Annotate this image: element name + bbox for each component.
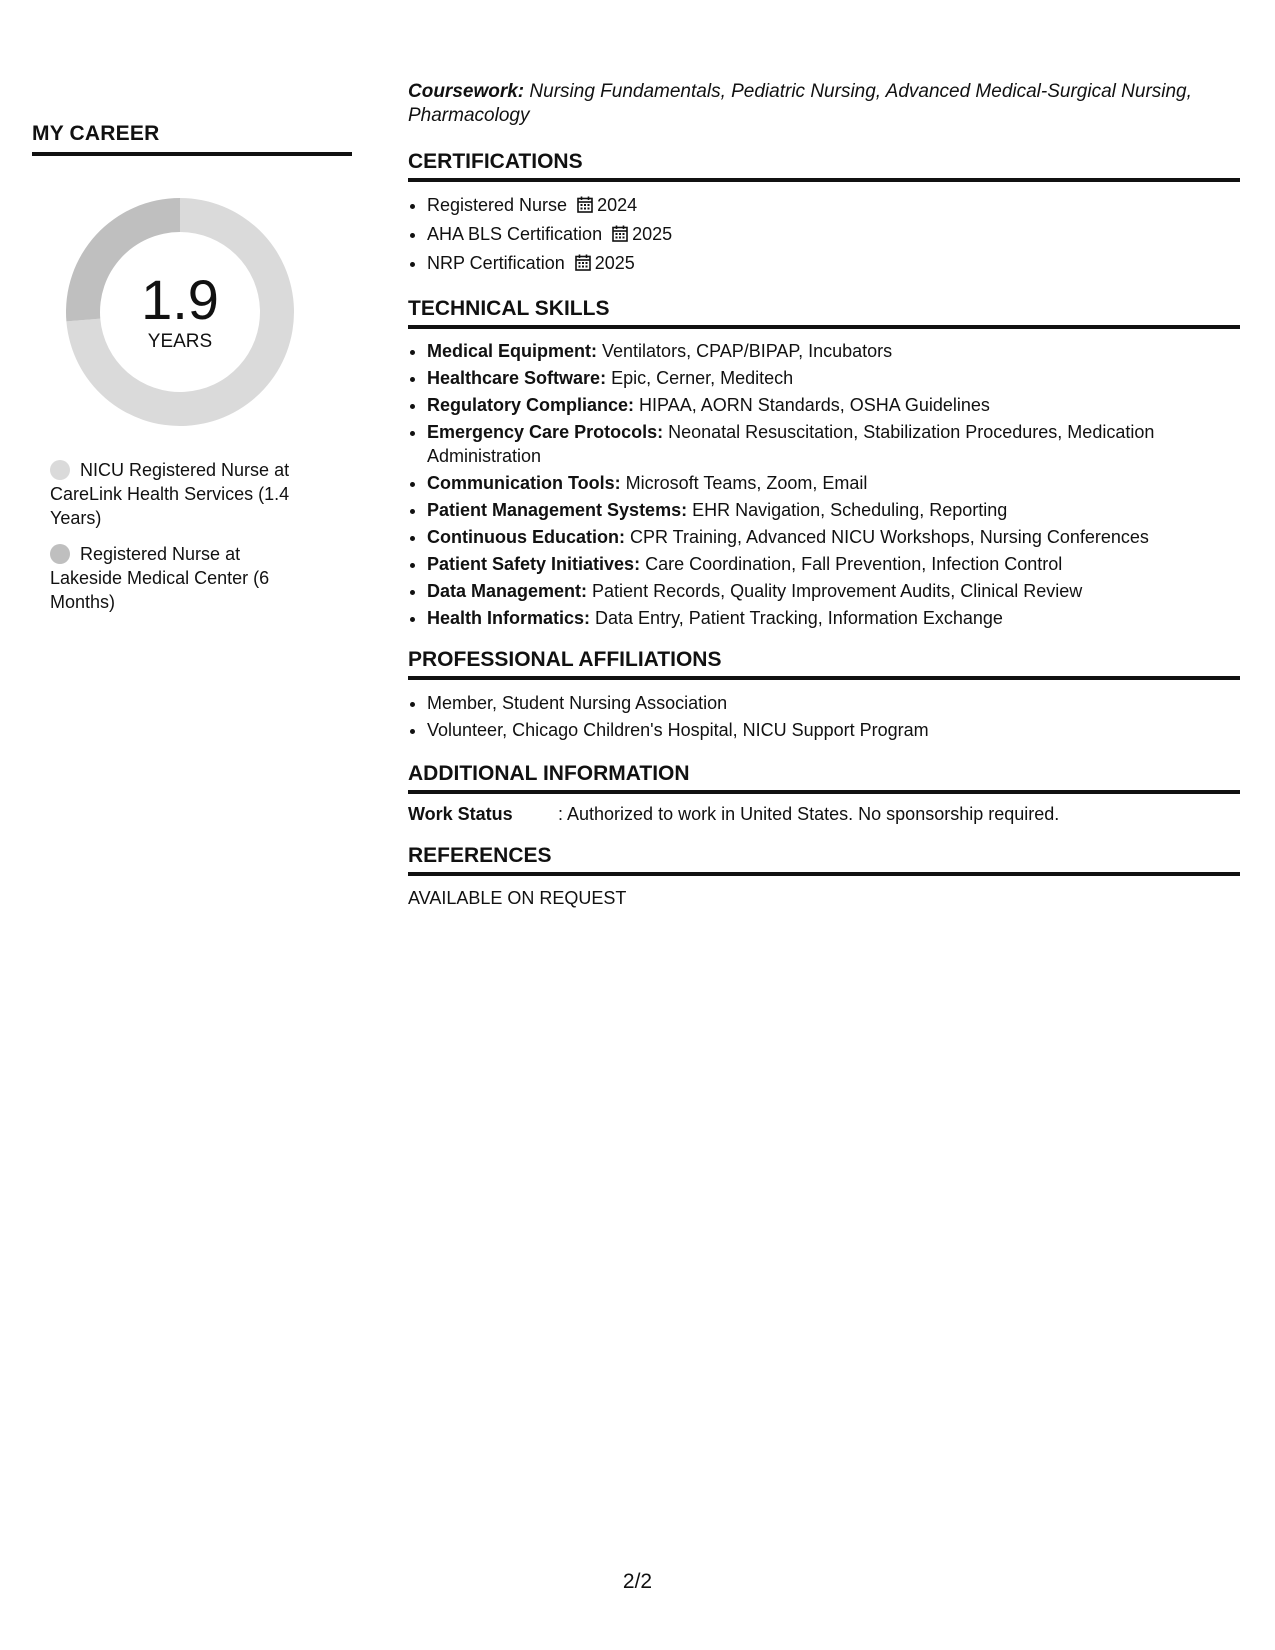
skill-text: Microsoft Teams, Zoom, Email xyxy=(620,473,868,493)
certification-year: 2025 xyxy=(594,253,635,273)
career-title: MY CAREER xyxy=(32,122,352,156)
skill-text: Data Entry, Patient Tracking, Information Exchange xyxy=(590,608,1003,628)
skill-text: Epic, Cerner, Meditech xyxy=(606,368,794,388)
calendar-icon xyxy=(577,194,593,221)
skill-item xyxy=(427,366,1240,390)
skill-item xyxy=(427,471,1240,495)
certification-name: Registered Nurse xyxy=(427,195,568,215)
affiliations-section xyxy=(408,648,1240,744)
skill-label: Data Management: xyxy=(427,581,588,601)
skill-text: EHR Navigation, Scheduling, Reporting xyxy=(687,500,1008,520)
skill-item xyxy=(427,579,1240,603)
calendar-icon xyxy=(575,252,591,279)
legend-item xyxy=(50,542,310,614)
page-number: 2/2 xyxy=(622,1570,653,1593)
references-text: AVAILABLE ON REQUEST xyxy=(408,888,627,908)
skill-text: Care Coordination, Fall Prevention, Infection Control xyxy=(640,554,1063,574)
skill-text: CPR Training, Advanced NICU Workshops, Nursing Conferences xyxy=(624,527,1149,547)
career-legend xyxy=(32,458,310,614)
work-status-value: : Authorized to work in United States. No sponsorship required. xyxy=(558,804,1060,824)
certification-item xyxy=(427,221,1240,250)
skill-item xyxy=(427,498,1240,522)
total-years-unit: YEARS xyxy=(147,331,213,352)
technical-skills-section xyxy=(408,297,1240,630)
skill-item xyxy=(427,420,1240,468)
total-years-value: 1.9 xyxy=(141,268,219,331)
affiliations-list xyxy=(408,690,1240,744)
skill-label: Regulatory Compliance: xyxy=(427,395,635,415)
donut-center xyxy=(66,198,294,426)
main-content xyxy=(408,80,1240,928)
skill-item xyxy=(427,339,1240,363)
skill-label: Patient Management Systems: xyxy=(427,500,688,520)
skill-label: Patient Safety Initiatives: xyxy=(427,554,641,574)
coursework-text: Nursing Fundamentals, Pediatric Nursing, Advanced Medical-Surgical Nursing, Pharmacology xyxy=(408,81,1192,126)
skill-label: Healthcare Software: xyxy=(427,368,607,388)
skill-label: Emergency Care Protocols: xyxy=(427,422,664,442)
references-section xyxy=(408,844,1240,910)
skill-item xyxy=(427,552,1240,576)
certifications-list xyxy=(408,192,1240,279)
certifications-section xyxy=(408,150,1240,279)
additional-info-section xyxy=(408,762,1240,826)
certification-item xyxy=(427,192,1240,221)
skill-text: HIPAA, AORN Standards, OSHA Guidelines xyxy=(634,395,990,415)
coursework xyxy=(408,80,1240,128)
certification-year: 2025 xyxy=(632,224,673,244)
references-title: REFERENCES xyxy=(408,844,1240,876)
skill-item xyxy=(427,606,1240,630)
legend-label: NICU Registered Nurse at CareLink Health Services (1.4 Years) xyxy=(50,460,290,528)
technical-skills-list xyxy=(408,339,1240,630)
legend-dot-icon xyxy=(50,460,70,480)
skill-text: Ventilators, CPAP/BIPAP, Incubators xyxy=(597,341,893,361)
affiliation-item: • Volunteer, Chicago Children's Hospital, NICU Support Program xyxy=(427,717,1240,744)
certification-name: AHA BLS Certification xyxy=(427,224,603,244)
legend-item xyxy=(50,458,310,530)
certifications-title: CERTIFICATIONS xyxy=(408,150,1240,182)
affiliations-title: PROFESSIONAL AFFILIATIONS xyxy=(408,648,1240,680)
work-status-label: Work Status xyxy=(408,804,513,824)
legend-dot-icon xyxy=(50,544,70,564)
career-donut-chart xyxy=(66,198,294,426)
additional-info-title: ADDITIONAL INFORMATION xyxy=(408,762,1240,794)
skill-item xyxy=(427,525,1240,549)
skill-item xyxy=(427,393,1240,417)
skill-label: Medical Equipment: xyxy=(427,341,598,361)
calendar-icon xyxy=(612,223,628,250)
certification-item xyxy=(427,250,1240,279)
affiliation-item: • Member, Student Nursing Association xyxy=(427,690,1240,717)
technical-skills-title: TECHNICAL SKILLS xyxy=(408,297,1240,329)
work-status-row xyxy=(408,802,1240,826)
skill-text: Neonatal Resuscitation, Stabilization Procedures, Medication Administration xyxy=(427,422,1155,466)
legend-label: Registered Nurse at Lakeside Medical Center (6 Months) xyxy=(50,544,270,612)
certification-year: 2024 xyxy=(597,195,638,215)
certification-name: NRP Certification xyxy=(427,253,565,273)
skill-label: Health Informatics: xyxy=(427,608,591,628)
skill-label: Continuous Education: xyxy=(427,527,625,547)
skill-label: Communication Tools: xyxy=(427,473,621,493)
career-sidebar xyxy=(32,122,352,626)
coursework-label: Coursework: xyxy=(408,81,525,102)
skill-text: Patient Records, Quality Improvement Audits, Clinical Review xyxy=(587,581,1083,601)
